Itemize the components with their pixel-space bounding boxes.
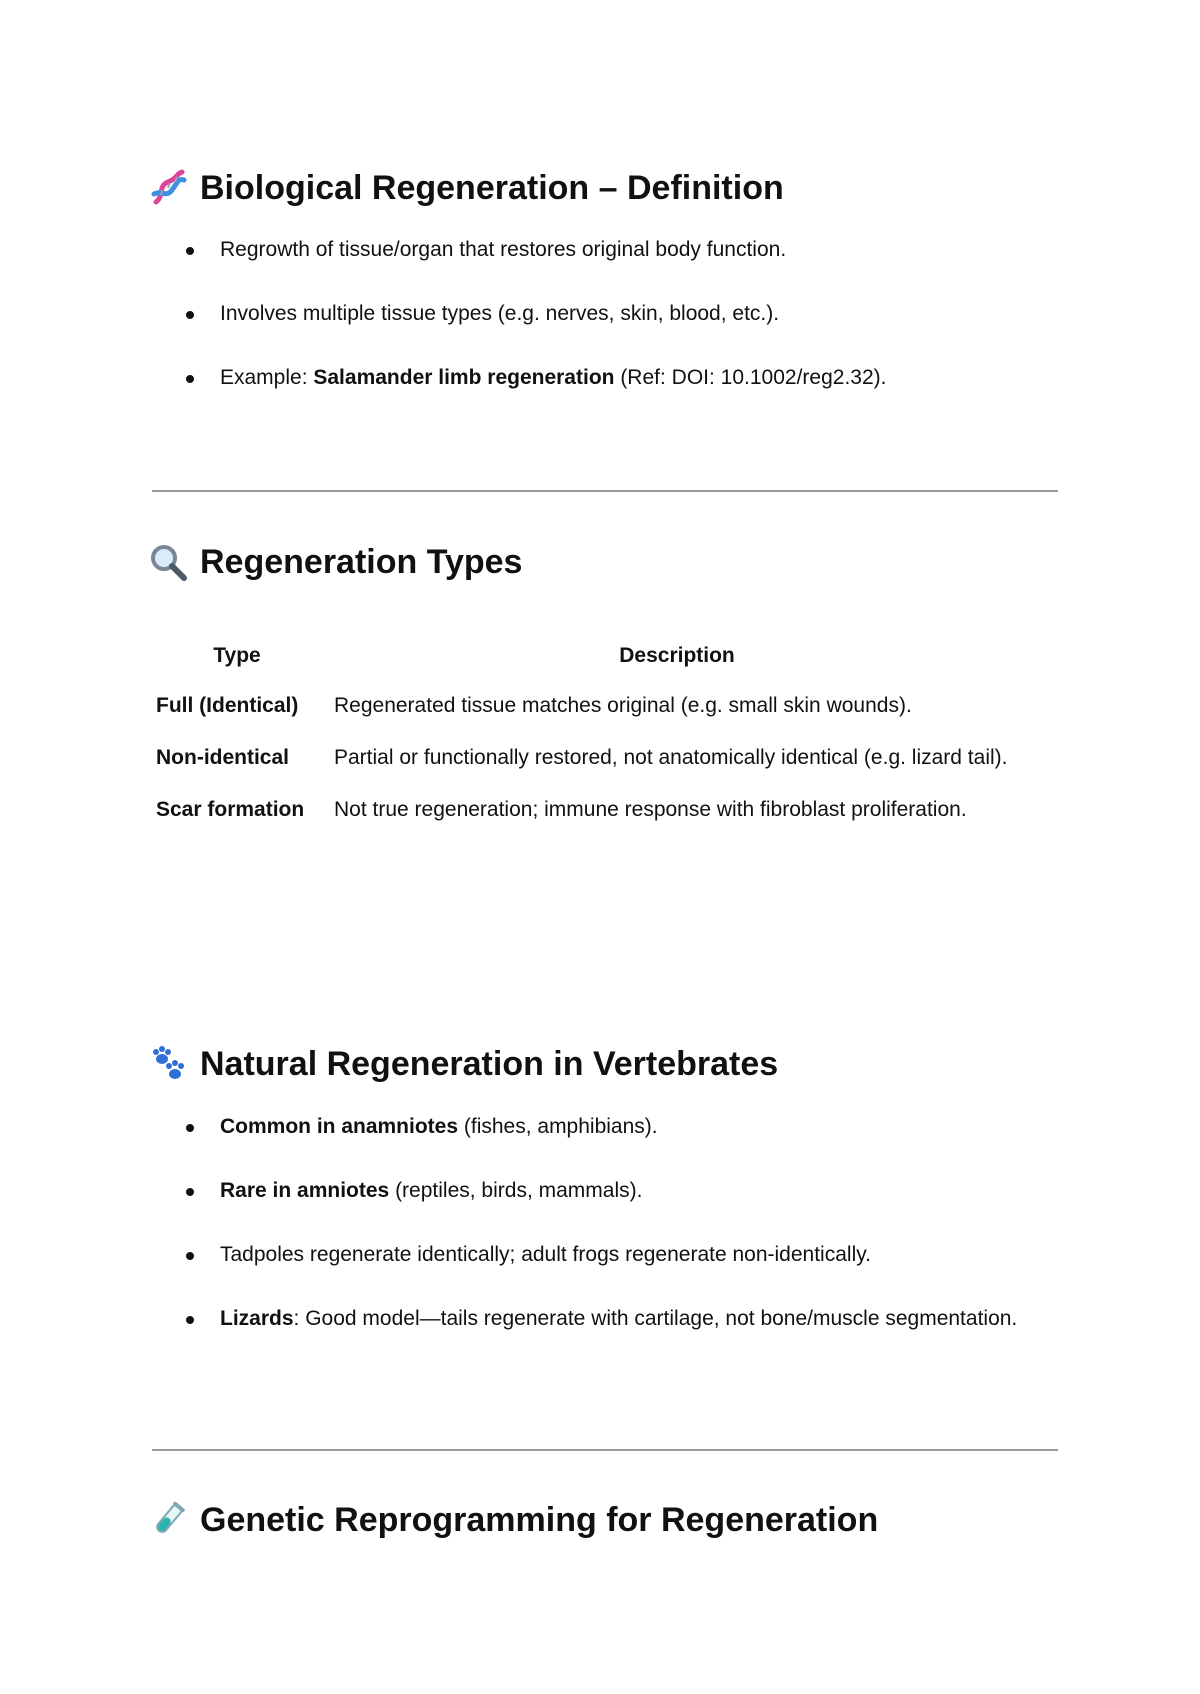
description-cell: Partial or functionally restored, not anatomically identical (e.g. lizard tail). xyxy=(334,746,1008,769)
dna-icon xyxy=(148,168,188,208)
section-title-text: Natural Regeneration in Vertebrates xyxy=(200,1045,779,1083)
table-row xyxy=(148,686,1028,738)
section-title-text: Genetic Reprogramming for Regeneration xyxy=(200,1501,879,1539)
table-header-row xyxy=(148,640,1028,686)
table-row xyxy=(148,738,1028,790)
section-title-vertebrates xyxy=(148,1044,778,1084)
section-divider xyxy=(152,1449,1058,1451)
list-item: Common in anamniotes (fishes, amphibians). xyxy=(148,1111,1058,1143)
emphasis-text: Common in anamniotes xyxy=(220,1115,459,1138)
list-item: Rare in amniotes (reptiles, birds, mammals). xyxy=(148,1175,1058,1207)
test-tube-icon xyxy=(148,1500,188,1540)
emphasis-text: Rare in amniotes xyxy=(220,1179,390,1202)
section-title-definition xyxy=(148,168,784,208)
description-cell: Regenerated tissue matches original (e.g. small skin wounds). xyxy=(334,694,912,717)
description-cell: Not true regeneration; immune response with fibroblast proliferation. xyxy=(334,798,967,821)
type-cell: Scar formation xyxy=(156,798,305,821)
table-row xyxy=(148,790,1028,842)
magnifier-icon xyxy=(148,542,188,582)
list-item: Involves multiple tissue types (e.g. nerves, skin, blood, etc.). xyxy=(148,298,1058,330)
column-header-type: Type xyxy=(213,644,261,667)
emphasis-text: Salamander limb regeneration xyxy=(313,366,615,389)
section-title-types xyxy=(148,542,522,582)
paw-prints-icon xyxy=(148,1044,188,1084)
section-title-text: Regeneration Types xyxy=(200,543,523,581)
regeneration-types-table xyxy=(148,640,1028,842)
list-item: Example: Salamander limb regeneration (Ref: DOI: 10.1002/reg2.32). xyxy=(148,362,1058,394)
type-cell: Full (Identical) xyxy=(156,694,299,717)
list-item: Tadpoles regenerate identically; adult frogs regenerate non-identically. xyxy=(148,1239,1058,1271)
section-divider xyxy=(152,490,1058,492)
vertebrates-list xyxy=(148,1111,1058,1367)
section-title-text: Biological Regeneration – Definition xyxy=(200,169,784,207)
list-item: Lizards: Good model—tails regenerate with cartilage, not bone/muscle segmentation. xyxy=(148,1303,1058,1335)
emphasis-text: Lizards xyxy=(220,1307,294,1330)
definition-list xyxy=(148,234,1058,426)
column-header-description: Description xyxy=(619,644,735,667)
section-title-genetic xyxy=(148,1500,878,1540)
list-item: Regrowth of tissue/organ that restores original body function. xyxy=(148,234,1058,266)
type-cell: Non-identical xyxy=(156,746,290,769)
